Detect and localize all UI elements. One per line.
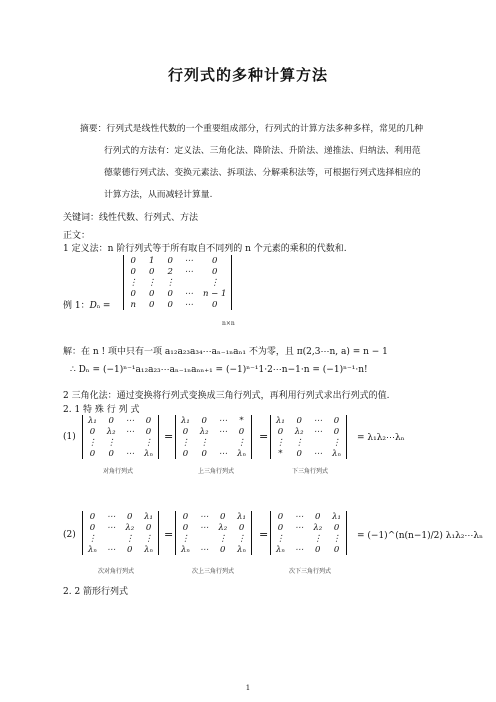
matrix-row: 0 0 2 ⋯ 0: [130, 266, 218, 277]
caption-anti-upper: 次上三角行列式: [192, 568, 235, 575]
page-title: 行列式的多种计算方法: [167, 66, 328, 84]
anti-lower-determinant: 0 ⋯ 0 λ₁ 0 ⋯ λ₂ 0 ⋮ ⋮ ⋮ λₙ ⋯ 0 0: [270, 511, 347, 555]
caption-anti-diagonal: 次对角行列式: [98, 568, 135, 575]
body-label: 正文：: [63, 231, 91, 241]
solution-result: ∴ Dₙ = (−1)ⁿ⁻¹a₁₂a₂₃⋯aₙ₋₁ₙaₙₙ₊₁ = (−1)ⁿ⁻¹1·2⋯n−1·n = (−1)ⁿ⁻¹·n!: [70, 365, 368, 375]
anti-upper-determinant: 0 ⋯ 0 λ₁ 0 ⋯ λ₂ 0 ⋮ ⋮ ⋮ λₙ ⋯ 0 λₙ: [175, 511, 252, 555]
caption-lower-triangular: 下三角行列式: [292, 468, 329, 475]
equals-sign: =: [259, 430, 269, 443]
matrix-size: n×n: [222, 320, 235, 327]
abstract-line-4: 计算方法，从而减轻计算量.: [104, 190, 213, 200]
matrix-row: 0 1 0 ⋯ 0: [130, 255, 218, 266]
equals-sign: =: [164, 528, 174, 541]
subsection-2-1: 2. 1 特 殊 行 列 式: [63, 405, 140, 415]
caption-upper-triangular: 上三角行列式: [198, 468, 235, 475]
solution-text: 解：在 n ! 项中只有一项 a₁₂a₂₃a₃₄⋯aₙ₋₁ₙaₙ₁ 不为零，且 π(2,3⋯n, a) = n − 1: [63, 347, 388, 357]
item2-result: = (−1)^(n(n−1)/2) λ₁λ₂⋯λₙ: [357, 531, 483, 541]
keywords: 关键词：线性代数、行列式、方法: [63, 213, 199, 223]
item1-result: = λ₁λ₂⋯λₙ: [357, 433, 405, 443]
subsection-2-2: 2. 2 箭形行列式: [63, 587, 129, 597]
matrix-row: 0 0 0 ⋯ n − 1: [130, 288, 227, 299]
equals-sign: =: [164, 430, 174, 443]
example-determinant: [123, 255, 232, 310]
upper-triangular-determinant: λ₁ 0 ⋯ * 0 λ₂ ⋯ 0 ⋮ ⋮ ⋮ 0 0 ⋯ λₙ: [175, 415, 252, 459]
diagonal-determinant: λ₁ 0 ⋯ 0 0 λ₂ ⋯ 0 ⋮ ⋮ ⋮ 0 0 ⋯ λₙ: [82, 415, 159, 459]
section2-heading: 2 三角化法：通过变换将行列式变换成三角行列式，再利用行列式求出行列式的值.: [63, 391, 390, 401]
lower-triangular-determinant: λ₁ 0 ⋯ 0 0 λ₂ ⋯ 0 ⋮ ⋮ ⋮ * 0 ⋯ λₙ: [270, 415, 347, 459]
abstract-line-1: 摘要：行列式是线性代数的一个重要组成部分，行列式的计算方法多种多样，常见的几种: [80, 124, 424, 134]
matrix-row: n 0 0 ⋯ 0: [130, 299, 218, 310]
abstract-line-3: 德蒙德行列式法、变换元素法、拆项法、分解乘积法等，可根据行列式选择相应的: [104, 168, 421, 178]
item2-label: (2): [63, 530, 76, 540]
definition-text: 1 定义法：n 阶行列式等于所有取自不同列的 n 个元素的乘积的代数和.: [63, 244, 347, 254]
page-number: 1: [245, 684, 251, 692]
item1-label: (1): [63, 432, 76, 442]
anti-diagonal-determinant: 0 ⋯ 0 λ₁ 0 ⋯ λ₂ 0 ⋮ ⋮ ⋮ λₙ ⋯ 0 λₙ: [82, 511, 159, 555]
equals-sign: =: [259, 528, 269, 541]
abstract-line-2: 行列式的方法有：定义法、三角化法、降阶法、升阶法、递推法、归纳法、利用范: [104, 146, 421, 156]
caption-diagonal: 对角行列式: [103, 468, 134, 475]
abstract-label: 摘要：: [80, 124, 107, 134]
example-label: 例 1：Dn =: [63, 301, 111, 311]
matrix-row: ⋮ ⋮ ⋮ ⋮: [129, 277, 219, 288]
caption-anti-lower: 次下三角行列式: [289, 568, 332, 575]
